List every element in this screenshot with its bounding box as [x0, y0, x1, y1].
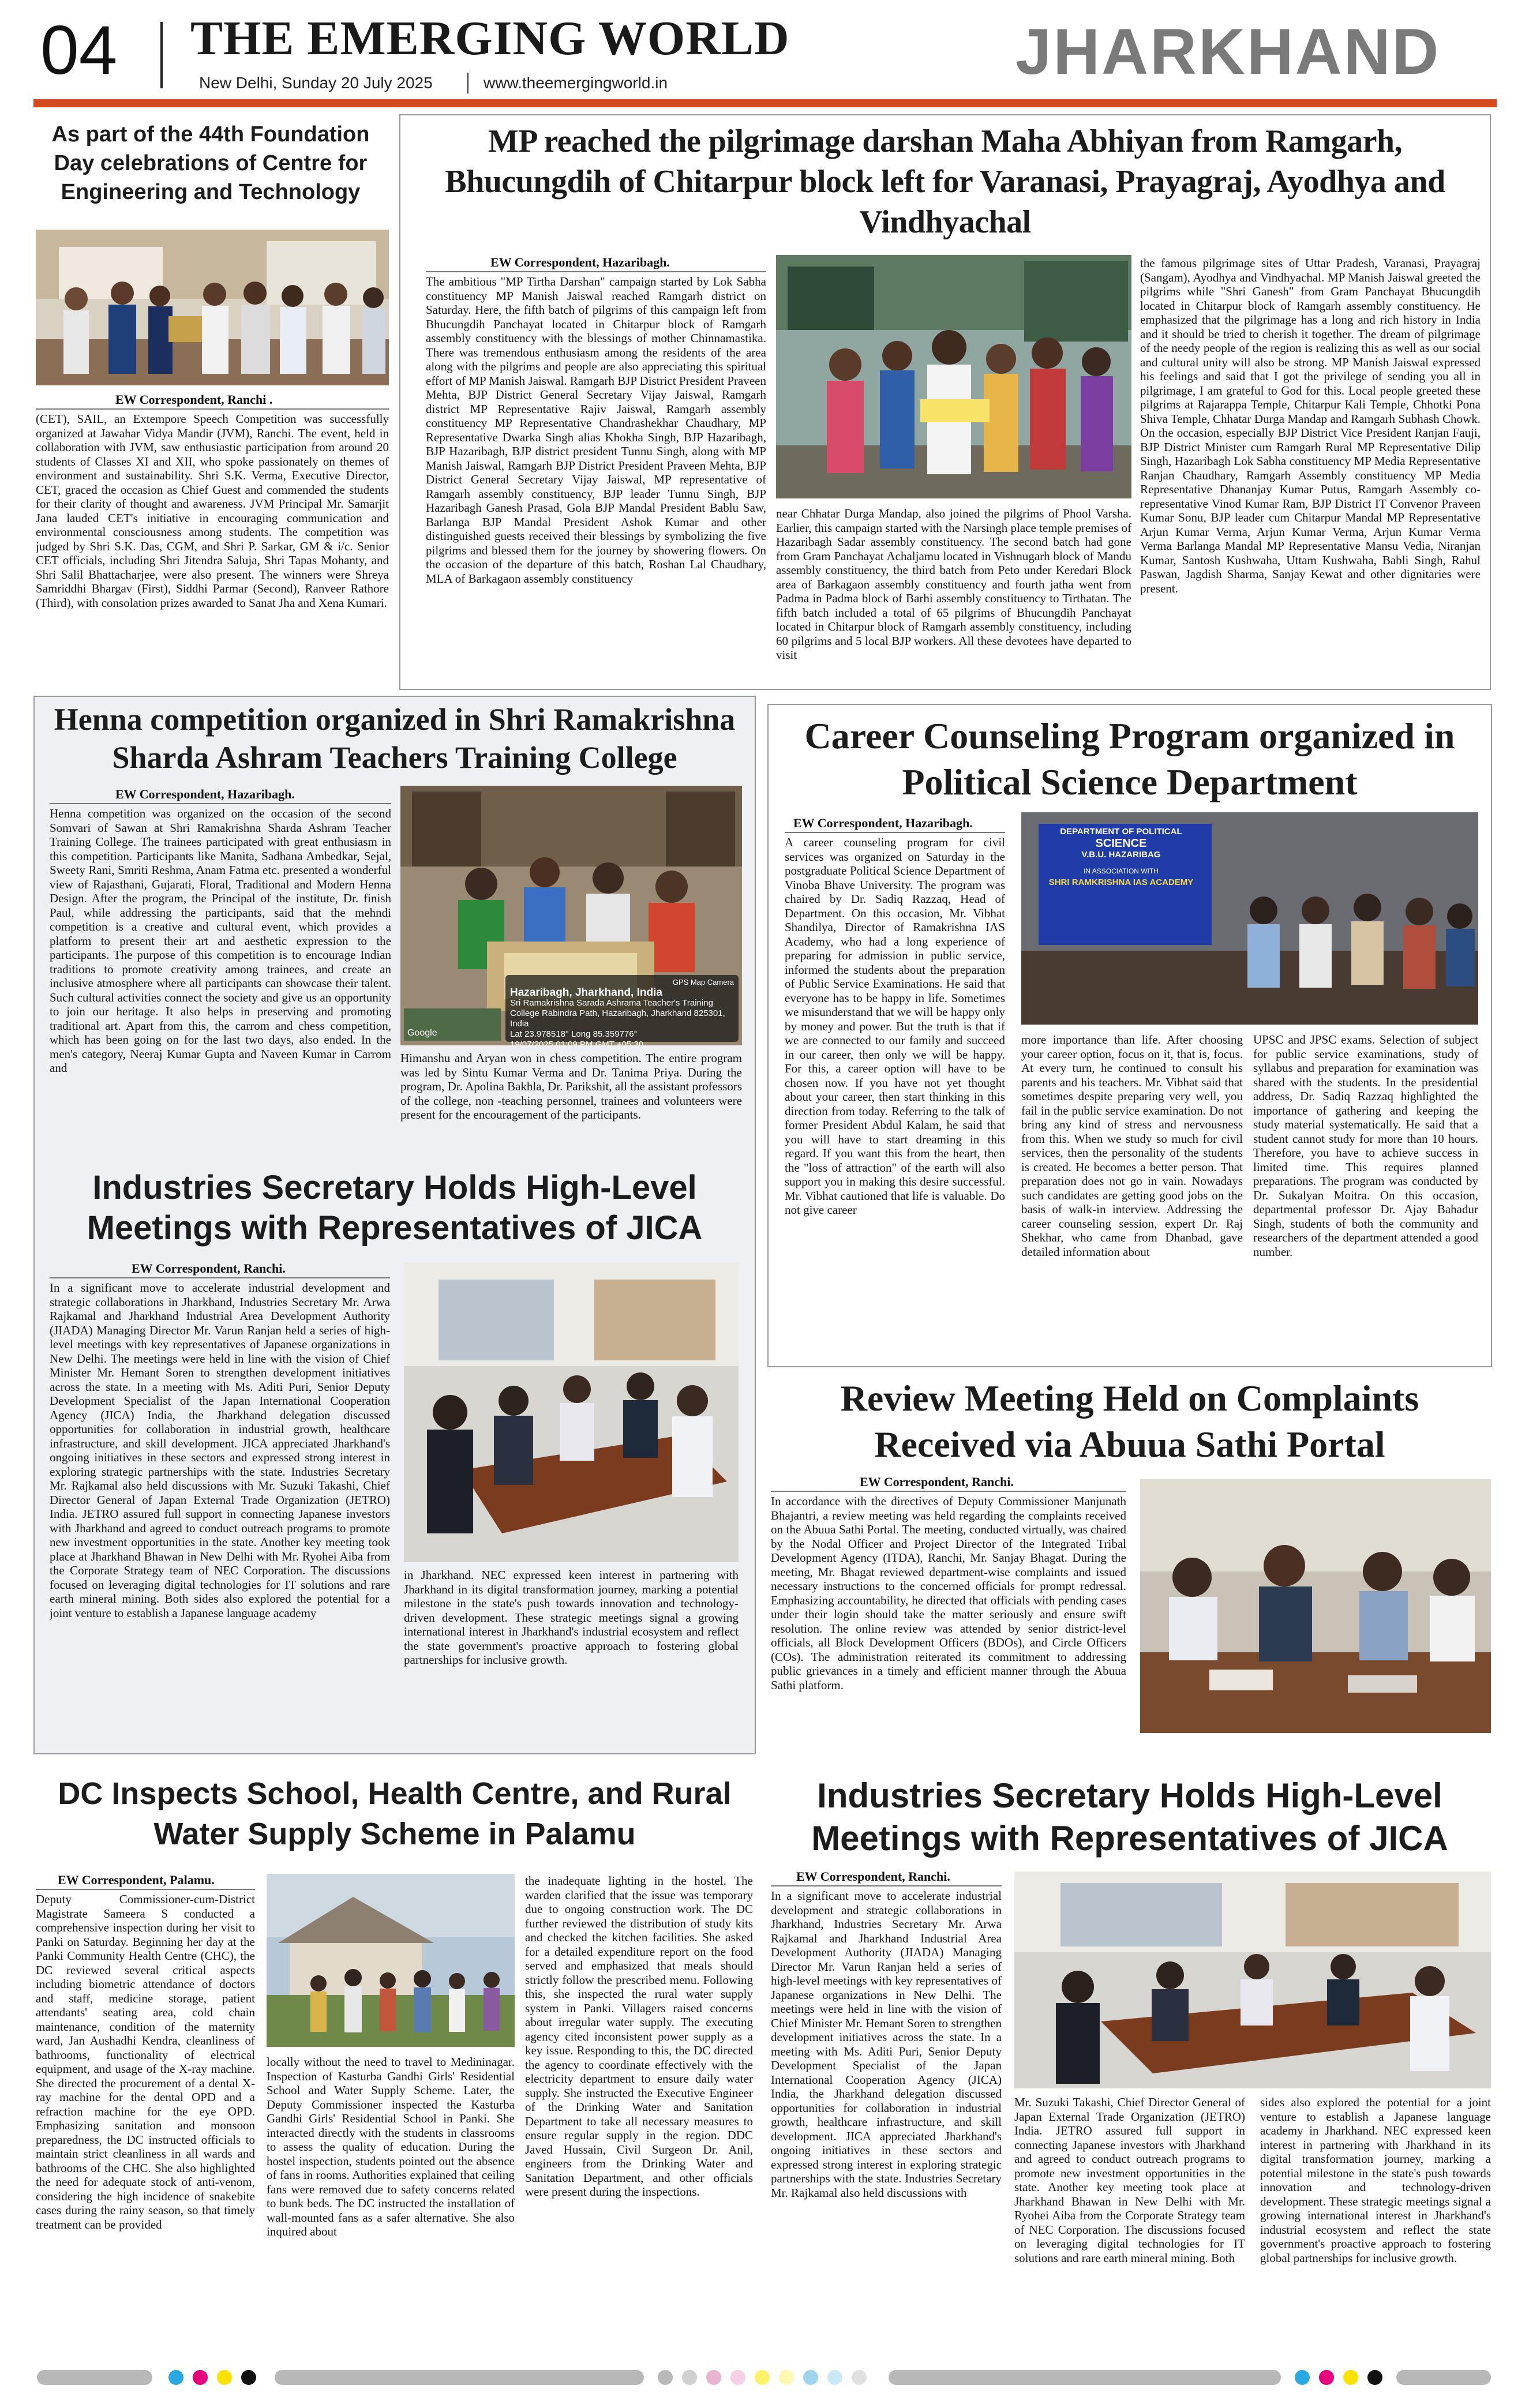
career-body-col2: more importance than life. After choosing your career option, focus on it, that is, focus. At every turn, he continued to consult his parents and his teachers. Mr. Vibhat said that sometimes despite preparing very well, you fail in the public service examination. Do not bring any kind of stress and nervousness from this. When we study so much for civil services, then the personality of the students is created. He becomes a better person. That preparation does not go in vain. Nowadays such candidates are getting good jobs on the basis of walk-in interview. Addressing the career counseling session, expert Dr. Raj Shekhar, who came from Dhanbad, gave detailed information about: [1021, 1033, 1243, 1259]
gps-coords: Lat 23.978518° Long 85.359776°: [510, 1029, 638, 1039]
page-number: 04: [40, 12, 118, 89]
mp-body-col2: near Chhatar Durga Mandap, also joined the pilgrims of Phool Varsha. Earlier, this campaign started with the Narsingh place temple premises of Hazaribagh Sadar assembly constituency. The second batch had gone from Gram Panchayat Achaljamu located in Vishnugarh block of Mandu assembly constituency, the third batch from Peto under Keredari Block area of Barkagaon assembly constituency and fourth jatha went from Padma in Padma block of Barhi assembly constituency to Tirthatan. The fifth batch included a total of 65 pilgrims of Bhucungdih Panchayat located in Chitarpur block of Ramgarh assembly constituency, including 60 pilgrims and 5 local BJP workers. All these devotees have departed to visit: [776, 507, 1131, 662]
cet-photo: [36, 230, 389, 385]
date-divider: [467, 73, 469, 93]
dc-photo: [267, 1874, 515, 2047]
screen-line-2: SCIENCE: [1095, 837, 1147, 850]
review-headline: Review Meeting Held on Complaints Received via Abuua Sathi Portal: [840, 1378, 1419, 1465]
mp-body-col3: the famous pilgrimage sites of Uttar Pradesh, Varanasi, Prayagraj (Sangam), Ayodhya and Vindhyachal. MP Manish Jaiswal greeted the pilgrims while "Shri Ganesh" from Gram Panchayat Bhucungdih located in Chitarpur block of Ramgarh assembly constituency. He emphasized that the pilgrimage has a long and rich history in India and it should be tried to cherish it together. The dream of pilgrimage of the needy people of the region is realizing this as well as our social and cultural unity will also be strong. MP Manish Jaiswal expressed his feelings and said that I got the privilege of sending you all in pilgrimage, I am grateful to God for this. Local people greeted these pilgrims at Rajarappa Temple, Chitarpur Kali Temple, Chhotki Pona Shiva Temple, Chhatar Durga Mandap and Ramgarh Subhash Chowk. On the occasion, especially BJP District Vice President Ranjan Fauji, BJP District Minister cum Ramgarh Rural MP Representative Dilip Singh, Hazaribagh Lok Sabha constituency MP Media Representative Ranjan Chaudhary, Ramgarh Assembly constituency MP Media Representative Dhananjay Kumar Putus, Ramgarh Assembly co-representative Vinod Kumar Ram, BJP District IT Convenor Praveen Kumar Sonu, BJP leader cum Chitarpur Mandal MP Representative Arjun Kumar Verma, Arjun Kumar Verma, Arjun Kumar Verma Verma Barlanga Mandal MP Representative Mansu Vedia, Niranjan Kumar, Santosh Kushwaha, Uttam Kushwaha, Babli Singh, Rahul Paswan, Jagdish Sharma, Sanjay Kewat and other dignitaries were present.: [1140, 256, 1481, 595]
gps-camera-tag: GPS Map Camera: [672, 978, 734, 987]
footer-dot-cyan: [168, 2370, 183, 2385]
jica-left-body-col1: In a significant move to accelerate industrial development and strategic collaborations in Jharkhand, Industries Secretary Mr. Arwa Rajkamal and Jharkhand Industrial Area Development Authority (JIADA) Managing Director Mr. Varun Ranjan held a series of high-level meetings with key representatives of Japanese organizations in New Delhi. The meetings were held in line with the vision of Chief Minister Mr. Hemant Soren to strengthen development initiatives across the state. In a meeting with Ms. Aditi Puri, Senior Deputy Development Specialist of the Japan International Cooperation Agency (JICA) India, the Jharkhand delegation discussed opportunities for collaboration in industrial growth, healthcare infrastructure, and skill development. JICA appreciated Jharkhand's ongoing initiatives in these sectors and expressed strong interest in exploring strategic partnerships with the state. Industries Secretary Mr. Rajkamal also held discussions with Mr. Suzuki Takashi, Chief Director General of Japan External Trade Organization (JETRO) India. JETRO assured full support in connecting Japanese investors with Jharkhand and agreed to conduct outreach programs to promote new investment opportunities in the state. Another key meeting took place at Jharkhand Bhawan in New Delhi with Mr. Ryohei Aiba from the Corporate Strategy team of NEC Corporation. The discussions focused on leveraging digital technologies for IT solutions and rare earth mineral mining. Both sides also explored the potential for a joint venture to establish a Japanese language academy: [50, 1281, 390, 1620]
jica-right-body-col1: In a significant move to accelerate industrial development and strategic collaborations in Jharkhand, Industries Secretary Mr. Arwa Rajkamal and Jharkhand Industrial Area Development Authority (JIADA) Managing Director Mr. Varun Ranjan held a series of high-level meetings with key representatives of Japanese organizations in New Delhi. The meetings were held in line with the vision of Chief Minister Mr. Hemant Soren to strengthen development initiatives across the state. In a meeting with Ms. Aditi Puri, Senior Deputy Development Specialist of the Japan International Cooperation Agency (JICA) India, the Jharkhand delegation discussed opportunities for collaboration in industrial growth, healthcare infrastructure, and skill development. JICA appreciated Jharkhand's ongoing initiatives in these sectors and expressed strong interest in exploring strategic partnerships with the state. Industries Secretary Mr. Rajkamal also held discussions with: [771, 1889, 1002, 2200]
footer-bar-3: [889, 2370, 1281, 2385]
gps-place: Hazaribagh, Jharkhand, India: [510, 987, 662, 999]
jica-left-body-col2: in Jharkhand. NEC expressed keen interest in partnering with Jharkhand in its digital transformation journey, marking a potential milestone in the state's push towards innovation and technology-driven development. These strategic meetings signal a growing international interest in Jharkhand's industrial ecosystem and reflect the state government's proactive approach to fostering global partnerships for inclusive growth.: [404, 1568, 739, 1667]
newspaper-title: THE EMERGING WORLD: [190, 12, 790, 65]
mp-byline: EW Correspondent, Hazaribagh.: [490, 255, 670, 269]
review-body: In accordance with the directives of Deputy Commissioner Manjunath Bhajantri, a review meeting was held regarding the complaints received on the Abuua Sathi Portal. The meeting, conducted virtually, was chaired by the Nodal Officer and Project Director of the Integrated Tribal Development Agency (ITDA), Ranchi, Mr. Sanjay Bhagat. During the meeting, Mr. Bhagat reviewed department-wise complaints and issued necessary instructions to the concerned officials for prompt redressal. Emphasizing accountability, he directed that officials with pending cases under their login should take the matter seriously and ensure swift resolution. The online review was attended by senior district-level officials, all Block Development Officers (BDOs), and Circle Officers (COs). The administration reiterated its commitment to addressing public grievances in a timely and efficient manner through the Abuua Sathi platform.: [771, 1494, 1126, 1692]
dc-byline-rule: [36, 1889, 255, 1890]
jica-left-photo: [404, 1262, 739, 1562]
career-projector-screen: [1043, 826, 1199, 888]
google-logo: Google: [407, 1028, 437, 1038]
mp-body-col1: The ambitious "MP Tirtha Darshan" campaign started by Lok Sabha constituency MP Manish Jaiswal reached Ramgarh district on Saturday. Here, the fifth batch of pilgrims of this campaign left from Bhucungdih Panchayat located in Chitarpur block of Ramgarh assembly constituency with the blessings of mother Chinnamastika. There was tremendous enthusiasm among the residents of the area along with the pilgrims and people are also appreciating this spiritual effort of MP Manish Jaiswal. Ramgarh BJP District President Praveen Mehta, BJP District General Secretary Vijay Jaiswal, Ramgarh district MP Representative Rajiv Jaiswal, Ramgarh assembly constituency MP Representative Chandrashekhar Chaudhary, MP Representative Dwarka Singh alias Khokha Singh, BJP Hazaribagh, BJP Hazaribagh, BJP district president Tunnu Singh, along with MP Manish Jaiswal, Ramgarh BJP District President Praveen Mehta, BJP District General Secretary Vijay Jaiswal, MP representative of Ramgarh assembly constituency, BJP leader Tunnu Singh, BJP Hazaribagh Ganesh Prasad, Gola BJP Mandal President Bablu Saw, Barlanga BJP Mandal President Ashok Kumar and other distinguished guests received their blessings by symbolizing the five pilgrims and blessed them for the journey by showering flowers. On the occasion of the departure of this batch, Roshan Lal Chaudhary, MLA of Barkagaon assembly constituency: [426, 275, 766, 586]
mp-headline: MP reached the pilgrimage darshan Maha Abhiyan from Ramgarh, Bhucungdih of Chitarpur block left for Varanasi, Prayagraj, Ayodhya and Vindhyachal: [445, 123, 1445, 240]
jica-right-byline-rule: [771, 1885, 1002, 1886]
footer-dot-yellow: [217, 2370, 232, 2385]
career-body-col3: UPSC and JPSC exams. Selection of subject for public service examinations, study of syllabus and preparation for examination was shared with the students. In the presidential address, Dr. Sadiq Razzaq highlighted the importance of gathering and keeping the study material systematically. He said that a student cannot study for more than 10 hours. Therefore, you have to achieve success in limited time. This requires planned preparations. The program was conducted by Dr. Sukalyan Moitra. On this occasion, departmental professor Dr. Ajay Bahadur Singh, students of both the community and researchers of the department attended a good number.: [1253, 1033, 1478, 1259]
jica-right-headline: Industries Secretary Holds High-Level Meetings with Representatives of JICA: [811, 1776, 1448, 1858]
issue-date: New Delhi, Sunday 20 July 2025: [199, 74, 433, 92]
footer-bar-1: [37, 2370, 152, 2385]
cet-headline: As part of the 44th Foundation Day celebrations of Centre for Engineering and Technology: [51, 122, 370, 204]
footer-dot-yellow-2: [1343, 2370, 1358, 2385]
review-byline: EW Correspondent, Ranchi.: [860, 1475, 1014, 1489]
henna-gps-stamp: [505, 975, 739, 1049]
mp-photo: [776, 255, 1131, 498]
jica-right-body-col2: Mr. Suzuki Takashi, Chief Director General of Japan External Trade Organization (JETRO) India. JETRO assured full support in connecting Japanese investors with Jharkhand and agreed to conduct outreach programs to promote new investment opportunities in the state. Another key meeting took place at Jharkhand Bhawan in New Delhi with Mr. Ryohei Aiba from the Corporate Strategy team of NEC Corporation. The discussions focused on leveraging digital technologies for IT solutions and rare earth mineral mining. Both: [1014, 2095, 1245, 2265]
cet-byline: EW Correspondent, Ranchi .: [115, 392, 273, 407]
masthead-accent-rule: [33, 99, 1497, 107]
gps-address: Sri Ramakrishna Sarada Ashrama Teacher's Training College Rabindra Path, Hazaribagh, Jharkhand 825301, India: [510, 998, 725, 1029]
career-byline-rule: [785, 832, 1005, 833]
jica-left-byline: EW Correspondent, Ranchi.: [132, 1261, 286, 1276]
mp-byline-rule: [426, 271, 766, 272]
screen-line-5: SHRI RAMKRISHNA IAS ACADEMY: [1048, 877, 1194, 887]
henna-byline-rule: [50, 803, 391, 804]
dc-byline: EW Correspondent, Palamu.: [58, 1873, 215, 1887]
dc-body-col3: the inadequate lighting in the hostel. The warden clarified that the issue was temporary due to ongoing construction work. The DC further reviewed the distribution of study kits and checked the kitchen facilities. She asked for a detailed expenditure report on the food served and emphasized that meals should strictly follow the prescribed menu. Following this, she inspected the rural water supply system in Panki. Villagers raised concerns about irregular water supply. The executing agency cited inconsistent power supply as a key issue. Responding to this, the DC directed the agency to coordinate effectively with the electricity department to ensure daily water supply. She instructed the Executive Engineer of the Drinking Water and Sanitation Department to take all necessary measures to ensure regular supply in the region. DDC Javed Hussain, Civil Surgeon Dr. Anil, engineers from the Drinking Water and Sanitation Department, and other officials were present during the inspections.: [525, 1874, 753, 2199]
jica-left-headline: Industries Secretary Holds High-Level Meetings with Representatives of JICA: [87, 1169, 703, 1247]
footer-tint-strip: [658, 2370, 877, 2385]
gps-map-thumbnail: [404, 1008, 501, 1041]
review-byline-rule: [771, 1491, 1126, 1492]
dc-headline: DC Inspects School, Health Centre, and Rural Water Supply Scheme in Palamu: [58, 1776, 732, 1851]
cet-byline-rule: [36, 408, 389, 410]
footer-bar-4: [1396, 2370, 1491, 2385]
henna-body-col2: Himanshu and Aryan won in chess competition. The entire program was led by Sintu Kumar Verma and Dr. Tanima Priya. During the program, Dr. Apolina Bakhla, Dr. Parikshit, all the assistant professors of the college, non -teaching personnel, trainees and volunteers were present for the encouragement of the participants.: [400, 1051, 742, 1122]
henna-headline: Henna competition organized in Shri Ramakrishna Sharda Ashram Teachers Training College: [54, 702, 736, 775]
footer-bar-2: [275, 2370, 644, 2385]
gps-time: 19/07/2025 01:09 PM GMT +05:30: [510, 1040, 644, 1049]
screen-line-1: DEPARTMENT OF POLITICAL: [1060, 827, 1182, 837]
screen-line-4: IN ASSOCIATION WITH: [1084, 867, 1159, 875]
career-byline: EW Correspondent, Hazaribagh.: [793, 816, 973, 830]
website-link[interactable]: www.theemergingworld.in: [484, 74, 668, 92]
dc-body-col2: locally without the need to travel to Medininagar. Inspection of Kasturba Gandhi Girls' Residential School and Water Supply Scheme. Later, the Deputy Commissioner inspected the Kasturba Gandhi Girls' Residential School in Panki. She interacted directly with the students in classrooms to assess the quality of education. During the hostel inspection, students pointed out the absence of fans in rooms. Authorities explained that ceiling fans were removed due to safety concerns related to bunk beds. The DC instructed the installation of wall-mounted fans as a safer alternative. She also inquired about: [267, 2055, 515, 2238]
dc-body-col1: Deputy Commissioner-cum-District Magistrate Sameera S conducted a comprehensive inspection during her visit to Panki on Saturday. Beginning her day at the Panki Community Health Centre (CHC), the DC reviewed several critical aspects including biometric attendance of doctors and staff, medicine storage, patient attendants' seating area, cold chain maintenance, condition of the maternity ward, Jan Aushadhi Kendra, cleanliness of bathrooms, functionality of electrical equipment, and usage of the X-ray machine. She directed the procurement of a dental X-ray machine for the dental OPD and a refraction machine for the eye OPD. Emphasizing sanitation and monsoon preparedness, the DC instructed officials to maintain strict cleanliness in all wards and bathrooms of the CHC. She also highlighted the need for adequate stock of anti-venom, considering the high incidence of snakebite cases during the rainy season, so that timely treatment can be provided: [36, 1892, 255, 2231]
jica-right-body-col3: sides also explored the potential for a joint venture to establish a Japanese language academy in Jharkhand. NEC expressed keen interest in partnering with Jharkhand in its digital transformation journey, marking a potential milestone in the state's push towards innovation and technology-driven development. These strategic meetings signal a growing international interest in Jharkhand's industrial ecosystem and reflect the state government's proactive approach to fostering global partnerships for inclusive growth.: [1260, 2095, 1491, 2265]
footer-dot-black: [241, 2370, 256, 2385]
screen-line-3: V.B.U. HAZARIBAG: [1081, 850, 1161, 860]
footer-dot-cyan-2: [1295, 2370, 1310, 2385]
henna-byline: EW Correspondent, Hazaribagh.: [115, 787, 295, 801]
footer-dot-magenta: [193, 2370, 208, 2385]
jica-right-photo: [1014, 1871, 1491, 2088]
career-headline: Career Counseling Program organized in Political Science Department: [804, 715, 1455, 802]
footer-dot-magenta-2: [1319, 2370, 1334, 2385]
footer-dot-black-2: [1367, 2370, 1382, 2385]
masthead-divider: [160, 22, 163, 88]
cet-body: (CET), SAIL, an Extempore Speech Competition was successfully organized at Jawahar Vidya Mandir (JVM), Ranchi. The event, held in collaboration with JVM, saw enthusiastic participation from around 20 students of Classes XI and XII, who spoke passionately on themes of environment and sustainability. Shri S.K. Verma, Executive Director, CET, graced the occasion as Chief Guest and commended the students for their clarity of thought and awareness. JVM Principal Mr. Samarjit Jana lauded CET's initiative in encouraging communication and environmental consciousness among students. The competition was judged by Shri S.K. Das, CGM, and Shri P. Sarkar, GM & i/c. Senior CET officials, including Shri Jitendra Saluja, Shri Tapas Mohanty, and Shri Salil Bhattacharjee, were also present. The winners were Shreya Samriddhi Bhargav (First), Siddhi Parmar (Second), Ranveer Rathore (Third), with consolation prizes awarded to Sanat Jha and Xena Kumari.: [36, 412, 389, 610]
jica-left-byline-rule: [50, 1277, 390, 1278]
section-title: JHARKHAND: [1015, 16, 1441, 88]
review-photo: [1140, 1479, 1491, 1733]
jica-right-byline: EW Correspondent, Ranchi.: [796, 1869, 950, 1884]
henna-body-col1: Henna competition was organized on the occasion of the second Somvari of Sawan at Shri Ramakrishna Sharda Ashram Teacher Training College. The trainees participated with great enthusiasm in this competition. Participants like Manita, Sadhana Ambedkar, Sejal, Sweety Rani, Smriti Reshma, Anam Fatma etc. presented a wonderful view of Rajasthani, Gujarati, Floral, Traditional and Modern Henna Design. After the program, the Principal of the institute, Dr. finish Paul, while addressing the participants, said that the mehndi competition is a creative and cultural event, which provides a platform to present their art and aesthetic expression to the participants. The purpose of this competition is to encourage Indian traditions to promote creativity among trainees, and create an inclusive atmosphere where all participants can showcase their talent. Such cultural activities connect the society and give us an opportunity to join our heritage. It also helps in preserving and promoting traditional art. Apart from this, the carrom and chess competition, which has been going on for the last two days, also ended. In the men's category, Neeraj Kumar Gupta and Naveen Kumar in Carrom and: [50, 807, 391, 1075]
career-body-col1: A career counseling program for civil services was organized on Saturday in the postgraduate Political Science Department of Vinoba Bhave University. The program was chaired by Dr. Sadiq Razzaq, Head of Department. On this occasion, Mr. Vibhat Shandilya, Director of Ramakrishna IAS Academy, who had a long experience of preparing for admission in public service, informed the students about the preparation of Public Service Examinations. He said that everyone has to be happy in life. Sometimes we misunderstand that we will be happy only by money and power. But the truth is that if we are connected to our family and succeed in our career, then only we will be happy. For this, a career option will have to be chosen now. If you have not yet thought about your career, then start thinking in this direction from today. Referring to the talk of former President Abdul Kalam, he said that you will have to start dreaming in this regard. If you want this from the heart, then the "loss of attraction" of the earth will also support you in making this desire successful. Mr. Vibhat cautioned that life is valuable. Do not give career: [785, 835, 1005, 1217]
